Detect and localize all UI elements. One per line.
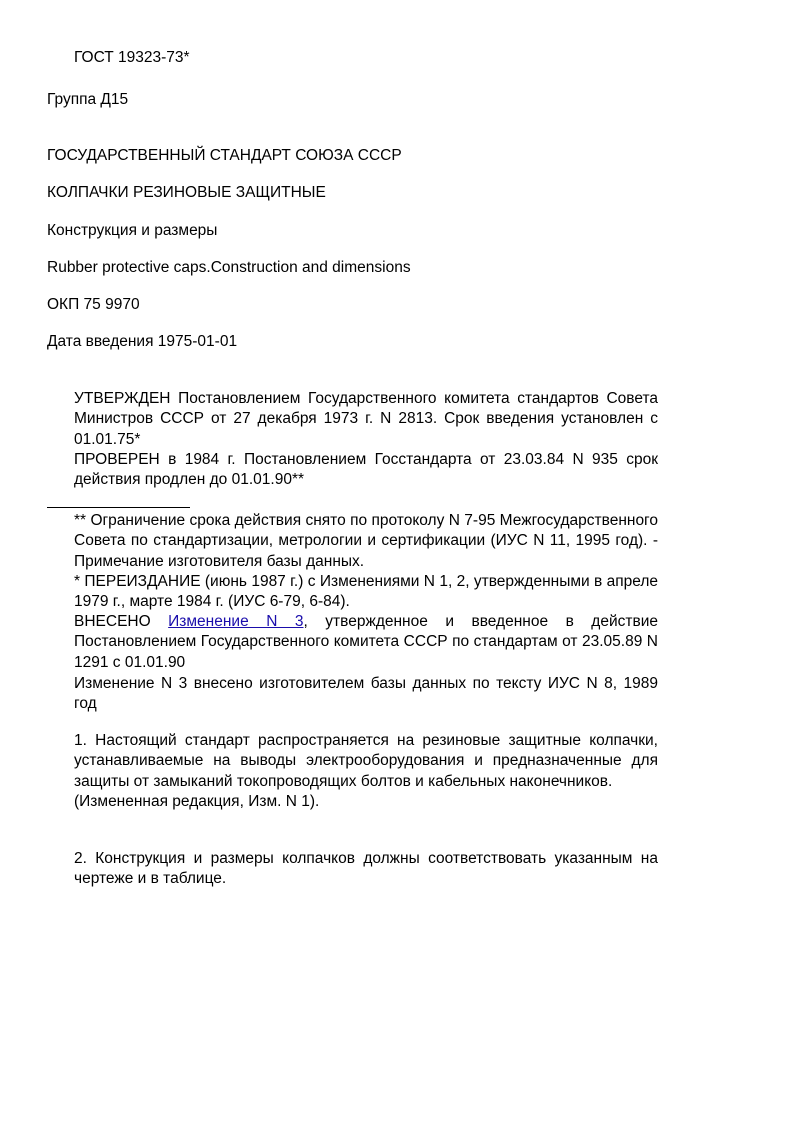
footnote-double-star [47, 511, 658, 572]
change-3-link[interactable]: Изменение N 3 [168, 613, 304, 630]
db-note-paragraph [47, 674, 658, 715]
approved-text: УТВЕРЖДЕН Постановлением Государственного комитета стандартов Совета Министров СССР от 27 декабря 1973 г. N 2813. Срок введения установлен с 01.01.75* [74, 390, 658, 448]
clause-2-text: 2. Конструкция и размеры колпачков должны соответствовать указанным на чертеже и в таблице. [74, 850, 658, 888]
checked-paragraph [47, 450, 658, 491]
introduction-date: Дата введения 1975-01-01 [47, 333, 238, 350]
gost-number: ГОСТ 19323-73* [74, 49, 190, 66]
english-title: Rubber protective caps.Construction and dimensions [47, 259, 411, 276]
footnote-divider [47, 507, 190, 508]
group-code: Группа Д15 [47, 91, 129, 108]
footnote-single-star [47, 572, 658, 613]
document-subtitle: Конструкция и размеры [47, 222, 218, 239]
approval-paragraph [47, 389, 658, 450]
standard-title: ГОСУДАРСТВЕННЫЙ СТАНДАРТ СОЮЗА СССР [47, 147, 402, 164]
checked-text: ПРОВЕРЕН в 1984 г. Постановлением Госстандарта от 23.03.84 N 935 срок действия продлен до 01.01.90** [74, 451, 658, 489]
introduced-suffix: , утвержденное и введенное в действие Постановлением Государственного комитета СССР по стандартам от 23.05.89 N 1291 с 01.01.90 [74, 613, 658, 671]
document-title: КОЛПАЧКИ РЕЗИНОВЫЕ ЗАЩИТНЫЕ [47, 184, 326, 201]
clause-1-text: 1. Настоящий стандарт распространяется на резиновые защитные колпачки, устанавливаемые на выводы электрооборудования и предназначенные для защиты от замыканий токопроводящих болтов и кабельных наконечников. [74, 732, 658, 790]
footnote-single-text: * ПЕРЕИЗДАНИЕ (июнь 1987 г.) с Изменениями N 1, 2, утвержденными в апреле 1979 г., марте 1984 г. (ИУС 6-79, 6-84). [74, 573, 658, 611]
db-note-text: Изменение N 3 внесено изготовителем базы данных по тексту ИУС N 8, 1989 год [74, 675, 658, 713]
footnote-double-text: ** Ограничение срока действия снято по протоколу N 7-95 Межгосударственного Совета по стандартизации, метрологии и сертификации (ИУС N 11, 1995 год). - Примечание изготовителя базы данных. [74, 512, 658, 570]
clause-1-edit-note: (Измененная редакция, Изм. N 1). [74, 792, 320, 810]
clause-2 [47, 849, 658, 890]
introduced-paragraph [47, 612, 658, 673]
introduced-prefix: ВНЕСЕНО [74, 613, 169, 630]
clause-1 [47, 731, 658, 812]
okp-code: ОКП 75 9970 [47, 296, 140, 313]
